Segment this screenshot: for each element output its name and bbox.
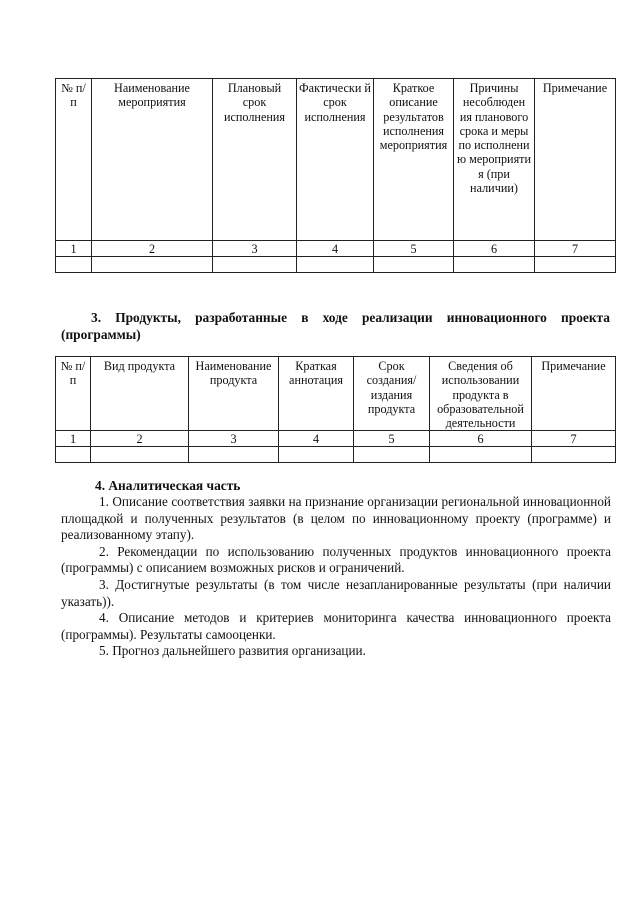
header-cell: Примечание bbox=[535, 79, 616, 241]
header-cell: Причины несоблюден ия планового срока и меры по исполнени ю мероприяти я (при наличии) bbox=[454, 79, 535, 241]
table-cell bbox=[213, 257, 297, 273]
section-3-title-cont: (программы) bbox=[61, 327, 141, 342]
header-cell: № п/п bbox=[56, 79, 92, 241]
column-number-row bbox=[56, 431, 616, 447]
analysis-item: 5. Прогноз дальнейшего развития организации. bbox=[99, 643, 366, 659]
section-3-title bbox=[61, 309, 610, 343]
table-cell bbox=[297, 257, 374, 273]
header-cell: Срок создания/ издания продукта bbox=[354, 357, 430, 431]
header-cell: Фактически й срок исполнения bbox=[297, 79, 374, 241]
column-number: 3 bbox=[213, 241, 297, 257]
header-cell: Наименование мероприятия bbox=[92, 79, 213, 241]
table-cell bbox=[189, 447, 279, 463]
column-number: 2 bbox=[92, 241, 213, 257]
header-cell: Краткая аннотация bbox=[279, 357, 354, 431]
header-cell: Сведения об использовании продукта в образовательной деятельности bbox=[430, 357, 532, 431]
column-number: 6 bbox=[454, 241, 535, 257]
column-number: 2 bbox=[91, 431, 189, 447]
header-cell: Вид продукта bbox=[91, 357, 189, 431]
table-cell bbox=[279, 447, 354, 463]
column-number: 6 bbox=[430, 431, 532, 447]
table-cell bbox=[374, 257, 454, 273]
column-number: 5 bbox=[354, 431, 430, 447]
header-cell: Примечание bbox=[532, 357, 616, 431]
header-cell: Краткое описание результатов исполнения мероприятия bbox=[374, 79, 454, 241]
column-number: 4 bbox=[297, 241, 374, 257]
column-number: 4 bbox=[279, 431, 354, 447]
column-number: 7 bbox=[535, 241, 616, 257]
products-table bbox=[55, 356, 616, 463]
table-row bbox=[56, 447, 616, 463]
column-number: 7 bbox=[532, 431, 616, 447]
table-cell bbox=[56, 257, 92, 273]
column-number: 3 bbox=[189, 431, 279, 447]
table-cell bbox=[56, 447, 91, 463]
column-number: 1 bbox=[56, 431, 91, 447]
table-row bbox=[56, 257, 616, 273]
table-cell bbox=[532, 447, 616, 463]
column-number: 1 bbox=[56, 241, 92, 257]
table-cell bbox=[91, 447, 189, 463]
column-number-row bbox=[56, 241, 616, 257]
section-4-body bbox=[61, 494, 611, 660]
table-cell bbox=[354, 447, 430, 463]
table-cell bbox=[454, 257, 535, 273]
section-3-title-line: 3. Продукты, разработанные в ходе реализации инновационного проекта bbox=[91, 310, 610, 325]
analysis-item: 4. Описание методов и критериев мониторинга качества инновационного проекта (программы). Результаты самооценки. bbox=[61, 610, 611, 642]
analysis-item: 3. Достигнутые результаты (в том числе незапланированные результаты (при наличии указать)). bbox=[61, 576, 611, 609]
table-header-row bbox=[56, 79, 616, 241]
header-cell: Наименование продукта bbox=[189, 357, 279, 431]
table-cell bbox=[430, 447, 532, 463]
analysis-item: 1. Описание соответствия заявки на признание организации региональной инновационной площадкой и полученных результатов (в целом по инновационному проекту (программе) и реализованному этапу). bbox=[61, 494, 611, 543]
header-cell: № п/п bbox=[56, 357, 91, 431]
events-table bbox=[55, 78, 616, 273]
table-cell bbox=[535, 257, 616, 273]
column-number: 5 bbox=[374, 241, 454, 257]
section-4-title: 4. Аналитическая часть bbox=[95, 478, 241, 493]
table-cell bbox=[92, 257, 213, 273]
table-header-row bbox=[56, 357, 616, 431]
header-cell: Плановый срок исполнения bbox=[213, 79, 297, 241]
analysis-item: 2. Рекомендации по использованию полученных продуктов инновационного проекта (программы) с описанием возможных рисков и ограничений. bbox=[61, 543, 611, 576]
